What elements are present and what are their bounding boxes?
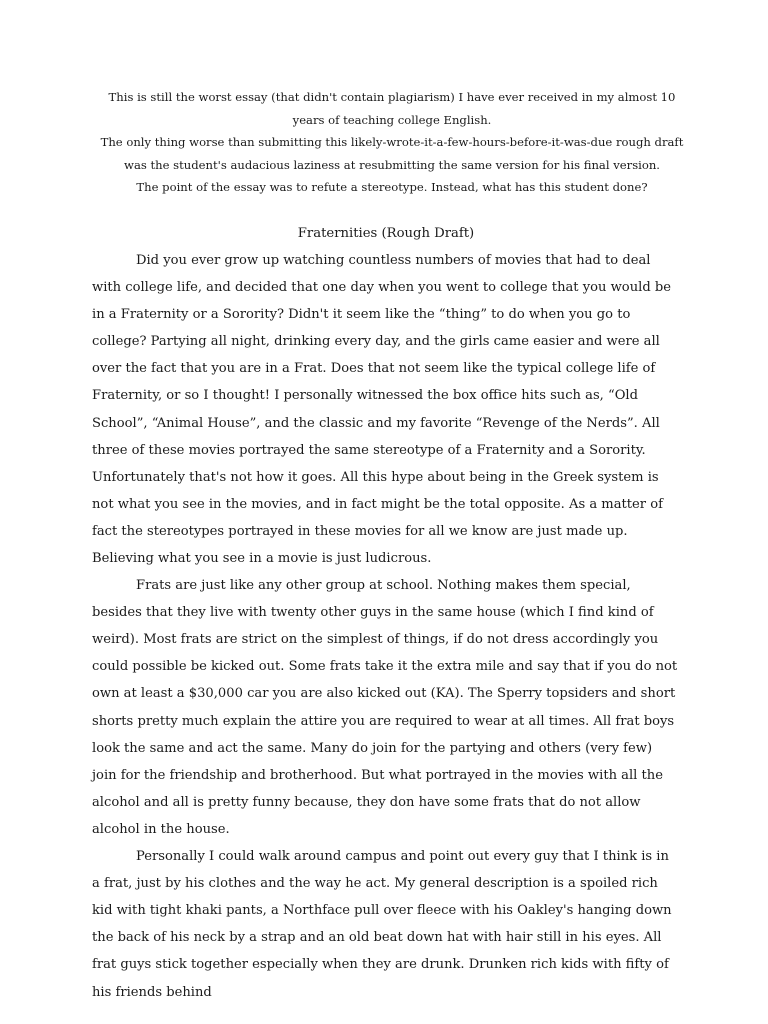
intro-line-3: The point of the essay was to refute a stereotype. Instead, what has this student done? [136, 180, 648, 195]
essay-body [92, 247, 680, 1006]
essay-paragraph-3: Personally I could walk around campus and point out every guy that I think is in a frat, just by his clothes and the way he act. My general description is a spoiled rich kid with tight khaki pants, a Northface pull over fleece with his Oakley's hanging down the back of his neck by a strap and an old beat down hat with hair still in his eyes. All frat guys stick together especially when they are drunk. Drunken rich kids with fifty of his friends behind [92, 849, 672, 1000]
essay-paragraph-1: Did you ever grow up watching countless numbers of movies that had to deal with college life, and decided that one day when you went to college that you would be in a Fraternity or a Sorority? Didn't it seem like the “thing” to do when you go to college? Partying all night, drinking every day, and the girls came easier and were all over the fact that you are in a Frat. Does that not seem like the typical college life of Fraternity, or so I thought! I personally witnessed the box office hits such as, “Old School”, “Animal House”, and the classic and my favorite “Revenge of the Nerds”. All three of these movies portrayed the same stereotype of a Fraternity and a Sorority. Unfortunately that's not how it goes. All this hype about being in the Greek system is not what you see in the movies, and in fact might be the total opposite. As a matter of fact the stereotypes portrayed in these movies for all we know are just made up. Believing what you see in a movie is just ludicrous. [92, 252, 671, 566]
essay-title: Fraternities (Rough Draft) [297, 225, 475, 241]
essay-paragraph-2: Frats are just like any other group at school. Nothing makes them special, besides that they live with twenty other guys in the same house (which I find kind of weird). Most frats are strict on the simplest of things, if do not dress accordingly you could possible be kicked out. Some frats take it the extra mile and say that if you do not own at least a $30,000 car you are also kicked out (KA). The Sperry topsiders and short shorts pretty much explain the attire you are required to wear at all times. All frat boys look the same and act the same. Many do join for the partying and others (very few) join for the friendship and brotherhood. But what portrayed in the movies with all the alcohol and all is pretty funny because, they don have some frats that do not allow alcohol in the house. [92, 578, 678, 837]
intro-note [92, 86, 692, 199]
intro-line-2: The only thing worse than submitting this likely-wrote-it-a-few-hours-before-it-was-due rough draft was the student's audacious laziness at resubmitting the same version for his final version. [100, 135, 684, 172]
intro-line-1: This is still the worst essay (that didn't contain plagiarism) I have ever received in my almost 10 years of teaching college English. [108, 90, 676, 127]
